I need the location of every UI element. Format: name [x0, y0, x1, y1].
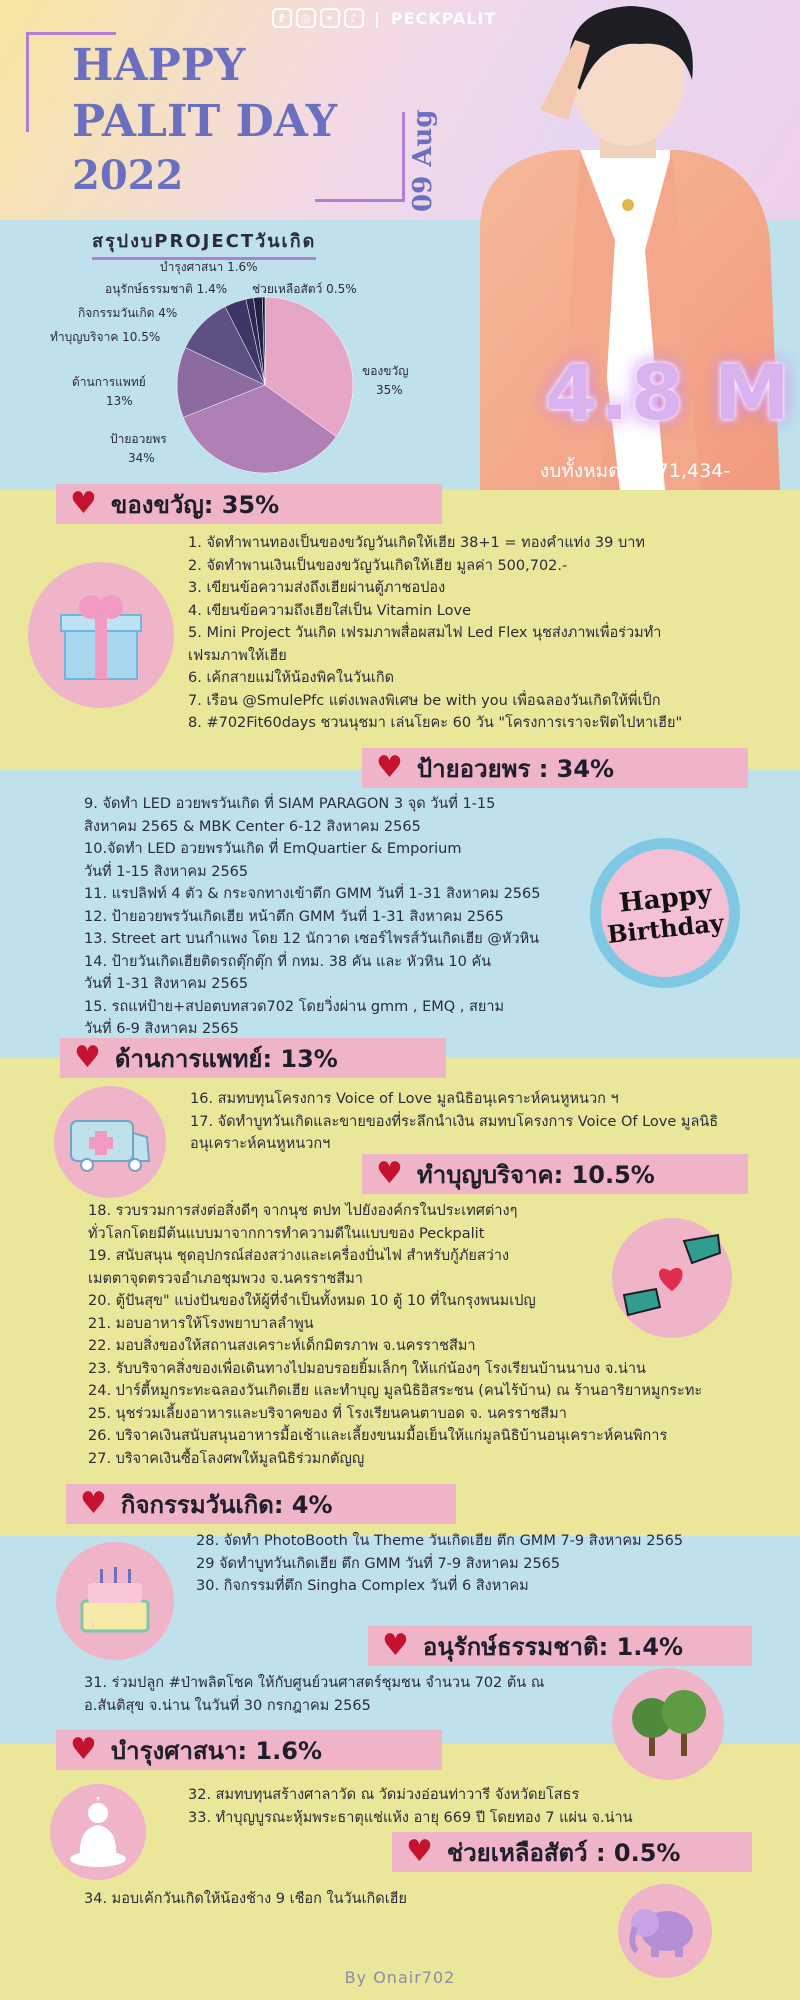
heart-icon: ♥: [406, 1834, 433, 1869]
donate-list-item: 23. รับบริจาคสิ่งของเพื่อเดินทางไปมอบรอยยิ้มเล็กๆ ให้แก่น้องๆ โรงเรียนบ้านนาบง จ.น่าน: [88, 1360, 646, 1377]
pie-label-donate: ทำบุญบริจาค 10.5%: [50, 330, 161, 344]
hb-line-1: Happy: [617, 878, 713, 919]
pie-label-banner-pct: 34%: [128, 451, 155, 465]
total-budget-text: งบทั้งหมด 4,871,434-: [540, 460, 731, 482]
footer-credit: By Onair702: [344, 1968, 456, 1987]
religion-list-item: 32. สมทบทุนสร้างศาลาวัด ณ วัดม่วงอ่อนท่าวารี จังหวัดยโสธร: [188, 1787, 580, 1803]
section-gift-title: ของขวัญ: 35%: [110, 490, 280, 519]
birthday-cake-icon: [56, 1542, 174, 1660]
buddha-icon: [50, 1784, 146, 1880]
section-banner-title: ป้ายอวยพร : 34%: [416, 754, 615, 783]
heart-icon: ♥: [70, 1732, 97, 1767]
pie-label-nature: อนุรักษ์ธรรมชาติ 1.4%: [105, 282, 228, 296]
section-religion-header: [56, 1730, 442, 1770]
gift-list-item: 3. เขียนข้อความส่งถึงเฮียผ่านตู้ภาชอปอง: [188, 580, 446, 596]
pie-label-animal: ช่วยเหลือสัตว์ 0.5%: [252, 282, 357, 296]
animal-list: [84, 1888, 604, 1911]
gift-list-item: 8. #702Fit60days ชวนนุชมา เล่นโยคะ 60 วัน "โครงการเราจะฟิตไปหาเฮีย": [188, 715, 683, 731]
section-medical-header: [60, 1038, 446, 1078]
section-nature-title: อนุรักษ์ธรรมชาติ: 1.4%: [422, 1632, 684, 1661]
pie-label-medical-pct: 13%: [106, 394, 133, 408]
donate-list-item: 26. บริจาคเงินสนับสนุนอาหารมื้อเช้าและเลี้ยงขนมมื้อเย็นให้แก่มูลนิธิบ้านอนุเคราะห์คนพิการ: [88, 1428, 668, 1444]
activity-list: [196, 1530, 756, 1598]
elephant-icon: [618, 1884, 712, 1978]
tiktok-icon[interactable]: ♪: [344, 8, 364, 28]
gift-list-item: 4. เขียนข้อความถึงเฮียใส่เป็น Vitamin Love: [188, 602, 472, 619]
gift-list-item: 2. จัดทำพานเงินเป็นของขวัญวันเกิดให้เฮีย มูลค่า 500,702.-: [188, 557, 568, 574]
title-line-2: PALIT DAY: [72, 96, 338, 147]
donate-list-item: 24. ปาร์ตี้หมูกระทะฉลองวันเกิดเฮีย และทำบุญ มูลนิธิอิสระชน (คนไร้บ้าน) ณ ร้านอาริยาหมูกระทะ: [88, 1383, 703, 1399]
pie-label-gift: ของขวัญ: [362, 364, 409, 378]
hb-line-2: Birthday: [605, 907, 725, 949]
section-donate-title: ทำบุญบริจาค: 10.5%: [416, 1160, 655, 1189]
pie-label-banner: ป้ายอวยพร: [110, 432, 167, 446]
brand-handle: PECKPALIT: [390, 8, 497, 28]
donate-list-item: 18. รวบรวมการส่งต่อสิ่งดีๆ จากนุช ตปท ไปยังองค์กรในประเทศต่างๆ ทั่วโลกโดยมีต้นแบบมาจากการทำความดีในแบบของ Peckpalit: [88, 1203, 518, 1242]
pie-label-medical: ด้านการแพทย์: [72, 375, 146, 389]
nature-list-item: 31. ร่วมปลูก #ป่าพลิตโชค ให้กับศูนย์วนศาสตร์ชุมชน จำนวน 702 ต้น ณ อ.สันติสุข จ.น่าน ในวันที่ 30 กรกฎาคม 2565: [84, 1675, 545, 1714]
donate-list-item: 27. บริจาคเงินซื้อโลงศพให้มูลนิธิร่วมกตัญญู: [88, 1450, 365, 1467]
nature-list: [84, 1672, 604, 1717]
section-religion-title: บำรุงศาสนา: 1.6%: [110, 1736, 322, 1765]
section-animal-header: [392, 1832, 752, 1872]
pie-label-activity: กิจกรรมวันเกิด 4%: [78, 306, 178, 320]
heart-icon: ♥: [74, 1040, 101, 1075]
summary-title: สรุปงบPROJECTวันเกิด: [92, 226, 316, 260]
instagram-icon[interactable]: ◎: [296, 8, 316, 28]
activity-list-item: 29 จัดทำบูทวันเกิดเฮีย ตึก GMM วันที่ 7-9 สิงหาคม 2565: [196, 1555, 561, 1572]
banner-list-item: 15. รถแห่ป้าย+สปอตบทสวด702 โดยวิ่งผ่าน gmm , EMQ , สยาม วันที่ 6-9 สิงหาคม 2565: [84, 998, 505, 1037]
banner-list: [84, 793, 584, 1041]
facebook-icon[interactable]: f: [272, 8, 292, 28]
donate-list-item: 25. นุชร่วมเลี้ยงอาหารและบริจาคของ ที่ โรงเรียนคนตาบอด จ. นครราชสีมา: [88, 1405, 567, 1422]
trees-icon: [612, 1668, 724, 1780]
heart-icon: ♥: [80, 1486, 107, 1521]
section-activity-title: กิจกรรมวันเกิด: 4%: [120, 1490, 333, 1519]
title-line-1: HAPPY: [72, 40, 246, 91]
happy-birthday-badge: [590, 838, 740, 988]
medical-list-item: 16. สมทบทุนโครงการ Voice of Love มูลนิธิอนุเคราะห์คนหูหนวก ฯ: [190, 1091, 619, 1107]
heart-icon: ♥: [376, 1156, 403, 1191]
section-gift-header: [56, 484, 442, 524]
social-bar: f ◎ ✦ ♪ | PECKPALIT: [272, 8, 496, 28]
giving-hands-icon: [612, 1218, 732, 1338]
section-medical-title: ด้านการแพทย์: 13%: [114, 1044, 338, 1073]
gift-list-item: 5. Mini Project วันเกิด เฟรมภาพสื่อผสมไฟ Led Flex นุชส่งภาพเพื่อร่วมทำ เฟรมภาพให้เฮีย: [188, 625, 662, 664]
budget-pie-chart: [175, 295, 355, 475]
heart-icon: ♥: [382, 1628, 409, 1663]
donate-list-item: 22. มอบสิ่งของให้สถานสงเคราะห์เด็กมิตรภาพ จ.นครราชสีมา: [88, 1338, 476, 1354]
donate-list-item: 20. ตู้ปันสุข" แบ่งปันของให้ผู้ที่จำเป็นทั้งหมด 10 ตู้ 10 ที่ในกรุงพนมเปญ: [88, 1293, 536, 1309]
banner-list-item: 12. ป้ายอวยพรวันเกิดเฮีย หน้าตึก GMM วันที่ 1-31 สิงหาคม 2565: [84, 908, 504, 925]
banner-list-item: 10.จัดทำ LED อวยพรวันเกิด ที่ EmQuartier & Emporium วันที่ 1-15 สิงหาคม 2565: [84, 841, 462, 880]
twitter-icon[interactable]: ✦: [320, 8, 340, 28]
banner-list-item: 9. จัดทำ LED อวยพรวันเกิด ที่ SIAM PARAGON 3 จุด วันที่ 1-15 สิงหาคม 2565 & MBK Center 6-12 สิงหาคม 2565: [84, 796, 496, 835]
activity-list-item: 30. กิจกรรมที่ตึก Singha Complex วันที่ 6 สิงหาคม: [196, 1578, 529, 1594]
activity-list-item: 28. จัดทำ PhotoBooth ใน Theme วันเกิดเฮีย ตึก GMM 7-9 สิงหาคม 2565: [196, 1533, 684, 1549]
section-banner-header: [362, 748, 748, 788]
medical-list: [190, 1088, 750, 1156]
banner-list-item: 11. แรปลิฟท์ 4 ตัว & กระจกทางเข้าตึก GMM วันที่ 1-31 สิงหาคม 2565: [84, 886, 541, 902]
medical-list-item: 17. จัดทำบูทวันเกิดและขายของที่ระลึกนำเงิน สมทบโครงการ Voice Of Love มูลนิธิ อนุเคราะห์คนหูหนวกฯ: [190, 1113, 719, 1152]
gift-list: [188, 532, 748, 735]
section-donate-header: [362, 1154, 748, 1194]
ambulance-icon: [54, 1086, 166, 1198]
donate-list-item: 19. สนับสนุน ชุดอุปกรณ์ส่องสว่างและเครื่องปั่นไฟ สำหรับกู้ภัยสว่าง เมตตาจุดตรวจอำเภอชุมพวง จ.นครราชสีมา: [88, 1248, 510, 1287]
section-animal-title: ช่วยเหลือสัตว์ : 0.5%: [446, 1838, 681, 1867]
total-budget-big: 4.8 M: [545, 348, 792, 437]
pie-label-religion: บำรุงศาสนา 1.6%: [160, 260, 258, 274]
section-activity-header: [66, 1484, 456, 1524]
pie-label-gift-pct: 35%: [376, 383, 403, 397]
gift-box-icon: [28, 562, 174, 708]
banner-list-item: 13. Street art บนกำแพง โดย 12 นักวาด เซอร์ไพรส์วันเกิดเฮีย @หัวหิน: [84, 931, 540, 947]
title-date: 09 Aug: [408, 109, 438, 212]
heart-icon: ♥: [376, 750, 403, 785]
section-nature-header: [368, 1626, 752, 1666]
gift-list-item: 7. เรือน @SmulePfc แต่งเพลงพิเศษ be with you เพื่อฉลองวันเกิดให้พี่เป็ก: [188, 692, 661, 709]
animal-list-item: 34. มอบเค้กวันเกิดให้น้องช้าง 9 เชือก ในวันเกิดเฮีย: [84, 1891, 408, 1907]
title-year: 2022: [72, 152, 184, 199]
gift-list-item: 1. จัดทำพานทองเป็นของขวัญวันเกิดให้เฮีย 38+1 = ทองคำแท่ง 39 บาท: [188, 535, 645, 551]
heart-icon: ♥: [70, 486, 97, 521]
donate-list-item: 21. มอบอาหารให้โรงพยาบาลลำพูน: [88, 1315, 314, 1332]
religion-list-item: 33. ทำบุญบูรณะหุ้มพระธาตุแช่แห้ง อายุ 669 ปี โดยทอง 7 แผ่น จ.น่าน: [188, 1809, 633, 1826]
banner-list-item: 14. ป้ายวันเกิดเฮียติดรถตุ๊กตุ๊ก ที่ กทม. 38 คัน และ หัวหิน 10 คัน วันที่ 1-31 สิงหาคม 2565: [84, 953, 492, 992]
gift-list-item: 6. เค้กสายแม่ให้น้องพิคในวันเกิด: [188, 670, 395, 686]
religion-list: [188, 1784, 748, 1829]
